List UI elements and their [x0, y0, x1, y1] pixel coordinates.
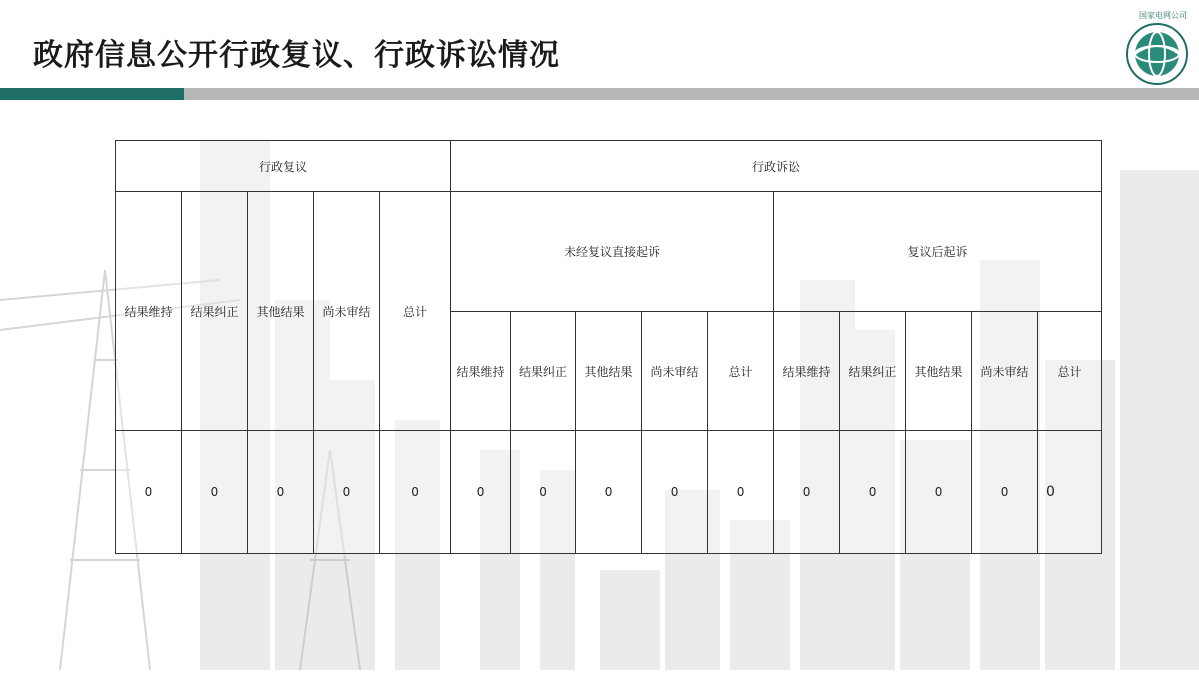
direct-suit-header: 未经复议直接起诉	[451, 192, 774, 312]
value-cell: 0	[576, 431, 642, 554]
review-header: 行政复议	[116, 141, 451, 192]
state-grid-logo	[1107, 8, 1195, 96]
slide-title: 政府信息公开行政复议、行政诉讼情况	[33, 38, 560, 73]
value-cell: 0	[314, 431, 380, 554]
litigation-header: 行政诉讼	[451, 141, 1102, 192]
review-col-3: 尚未审结	[314, 192, 380, 431]
review-col-1: 结果纠正	[182, 192, 248, 431]
direct-suit-col-2: 其他结果	[576, 312, 642, 431]
direct-suit-col-1: 结果纠正	[511, 312, 576, 431]
value-cell: 0	[380, 431, 451, 554]
value-cell: 0	[511, 431, 576, 554]
value-cell: 0	[708, 431, 774, 554]
after-review-col-4: 总计	[1038, 312, 1102, 431]
logo-chinese-text: 国家电网公司	[1139, 11, 1187, 20]
title-divider-accent	[0, 88, 184, 100]
value-cell: 0	[1038, 431, 1102, 554]
value-cell: 0	[972, 431, 1038, 554]
value-cell: 0	[840, 431, 906, 554]
after-review-col-3: 尚未审结	[972, 312, 1038, 431]
value-cell: 0	[116, 431, 182, 554]
value-cell: 0	[182, 431, 248, 554]
value-cell: 0	[774, 431, 840, 554]
review-col-0: 结果维持	[116, 192, 182, 431]
value-cell: 0	[451, 431, 511, 554]
value-cell: 0	[248, 431, 314, 554]
after-review-col-2: 其他结果	[906, 312, 972, 431]
review-col-4: 总计	[380, 192, 451, 431]
after-review-col-1: 结果纠正	[840, 312, 906, 431]
after-review-col-0: 结果维持	[774, 312, 840, 431]
direct-suit-col-0: 结果维持	[451, 312, 511, 431]
direct-suit-col-3: 尚未审结	[642, 312, 708, 431]
direct-suit-col-4: 总计	[708, 312, 774, 431]
statistics-table	[115, 140, 1102, 554]
value-cell: 0	[642, 431, 708, 554]
value-cell: 0	[906, 431, 972, 554]
after-review-header: 复议后起诉	[774, 192, 1102, 312]
review-col-2: 其他结果	[248, 192, 314, 431]
title-divider	[184, 88, 1199, 100]
